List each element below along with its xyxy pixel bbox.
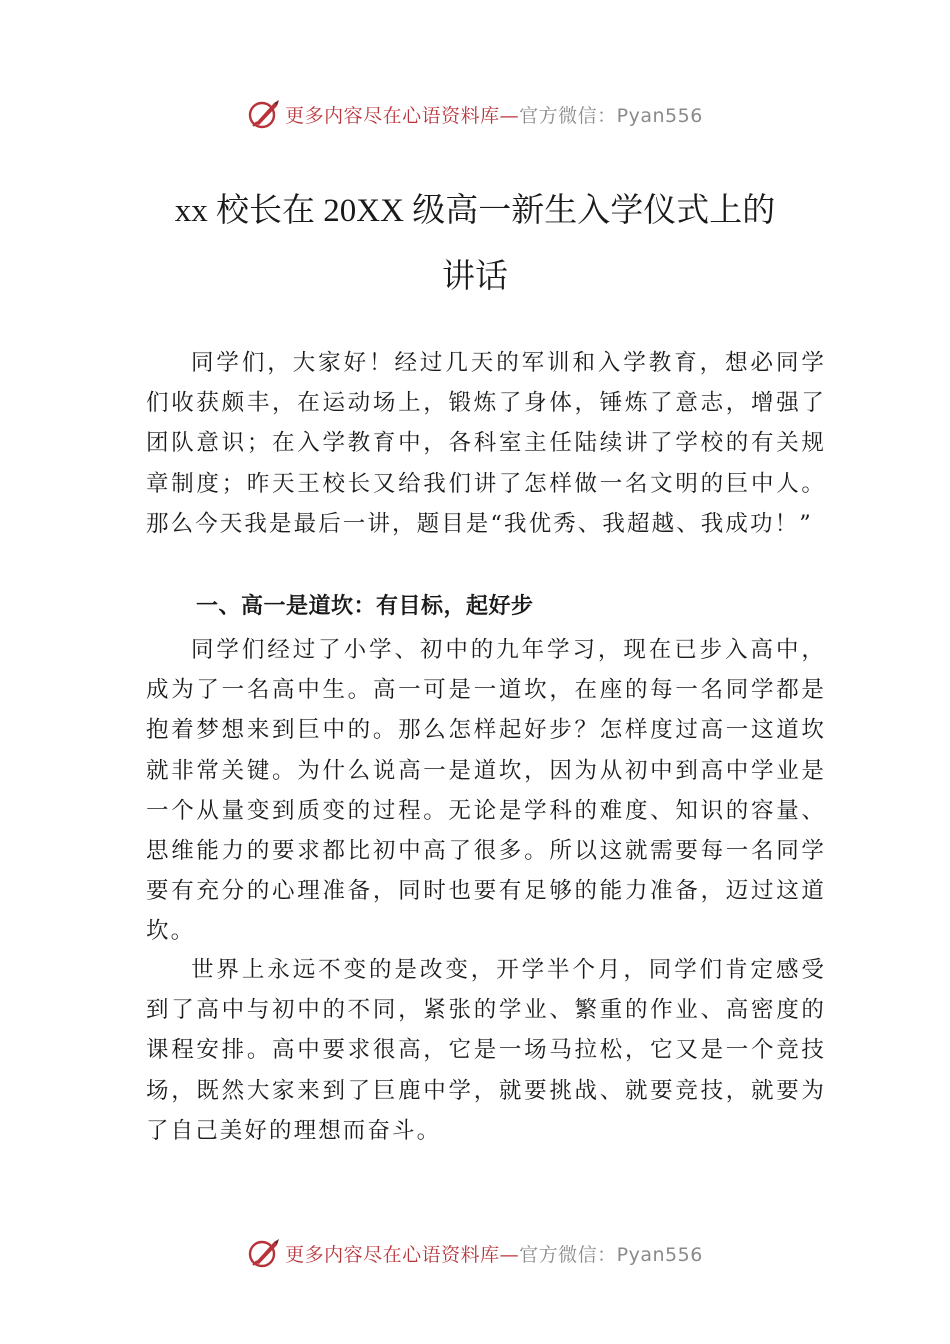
watermark-header bbox=[0, 94, 950, 134]
paragraph-2-block bbox=[146, 630, 826, 952]
paragraph: 世界上永远不变的是改变，开学半个月，同学们肯定感受到了高中与初中的不同，紧张的学业、繁重的作业、高密度的课程安排。高中要求很高，它是一场马拉松，它又是一个竞技场，既然大家来到了巨鹿中学，就要挑战、就要竞技，就要为了自己美好的理想而奋斗。 bbox=[146, 957, 826, 1144]
watermark-gray-text: 官方微信：Pyan556 bbox=[519, 104, 703, 127]
watermark-footer bbox=[0, 1233, 950, 1273]
quill-pen-logo-icon bbox=[247, 97, 281, 131]
watermark-red-text: 更多内容尽在心语资料库— bbox=[285, 104, 520, 127]
paragraph-3-block bbox=[146, 950, 826, 1151]
watermark-gray-text: 官方微信：Pyan556 bbox=[519, 1243, 703, 1266]
paragraph-1-block bbox=[146, 343, 826, 544]
quill-pen-logo-icon bbox=[247, 1236, 281, 1270]
paragraph: 同学们经过了小学、初中的九年学习，现在已步入高中，成为了一名高中生。高一可是一道坎，在座的每一名同学都是抱着梦想来到巨中的。那么怎样起好步？怎样度过高一这道坎就非常关键。为什么说高一是道坎，因为从初中到高中学业是一个从量变到质变的过程。无论是学科的难度、知识的容量、思维能力的要求都比初中高了很多。所以这就需要每一名同学要有充分的心理准备，同时也要有足够的能力准备，迈过这道坎。 bbox=[146, 637, 826, 945]
title-line-2: 讲话 bbox=[442, 259, 508, 295]
document-title bbox=[60, 178, 890, 310]
section-heading: 一、高一是道坎：有目标，起好步 bbox=[196, 594, 534, 619]
paragraph: 同学们，大家好！经过几天的军训和入学教育，想必同学们收获颇丰，在运动场上，锻炼了身体，锤炼了意志，增强了团队意识；在入学教育中，各科室主任陆续讲了学校的有关规章制度；昨天王校长又给我们讲了怎样做一名文明的巨中人。那么今天我是最后一讲，题目是“我优秀、我超越、我成功！” bbox=[146, 350, 826, 537]
title-line-1: xx 校长在 20XX 级高一新生入学仪式上的 bbox=[174, 193, 776, 229]
watermark-red-text: 更多内容尽在心语资料库— bbox=[285, 1243, 520, 1266]
